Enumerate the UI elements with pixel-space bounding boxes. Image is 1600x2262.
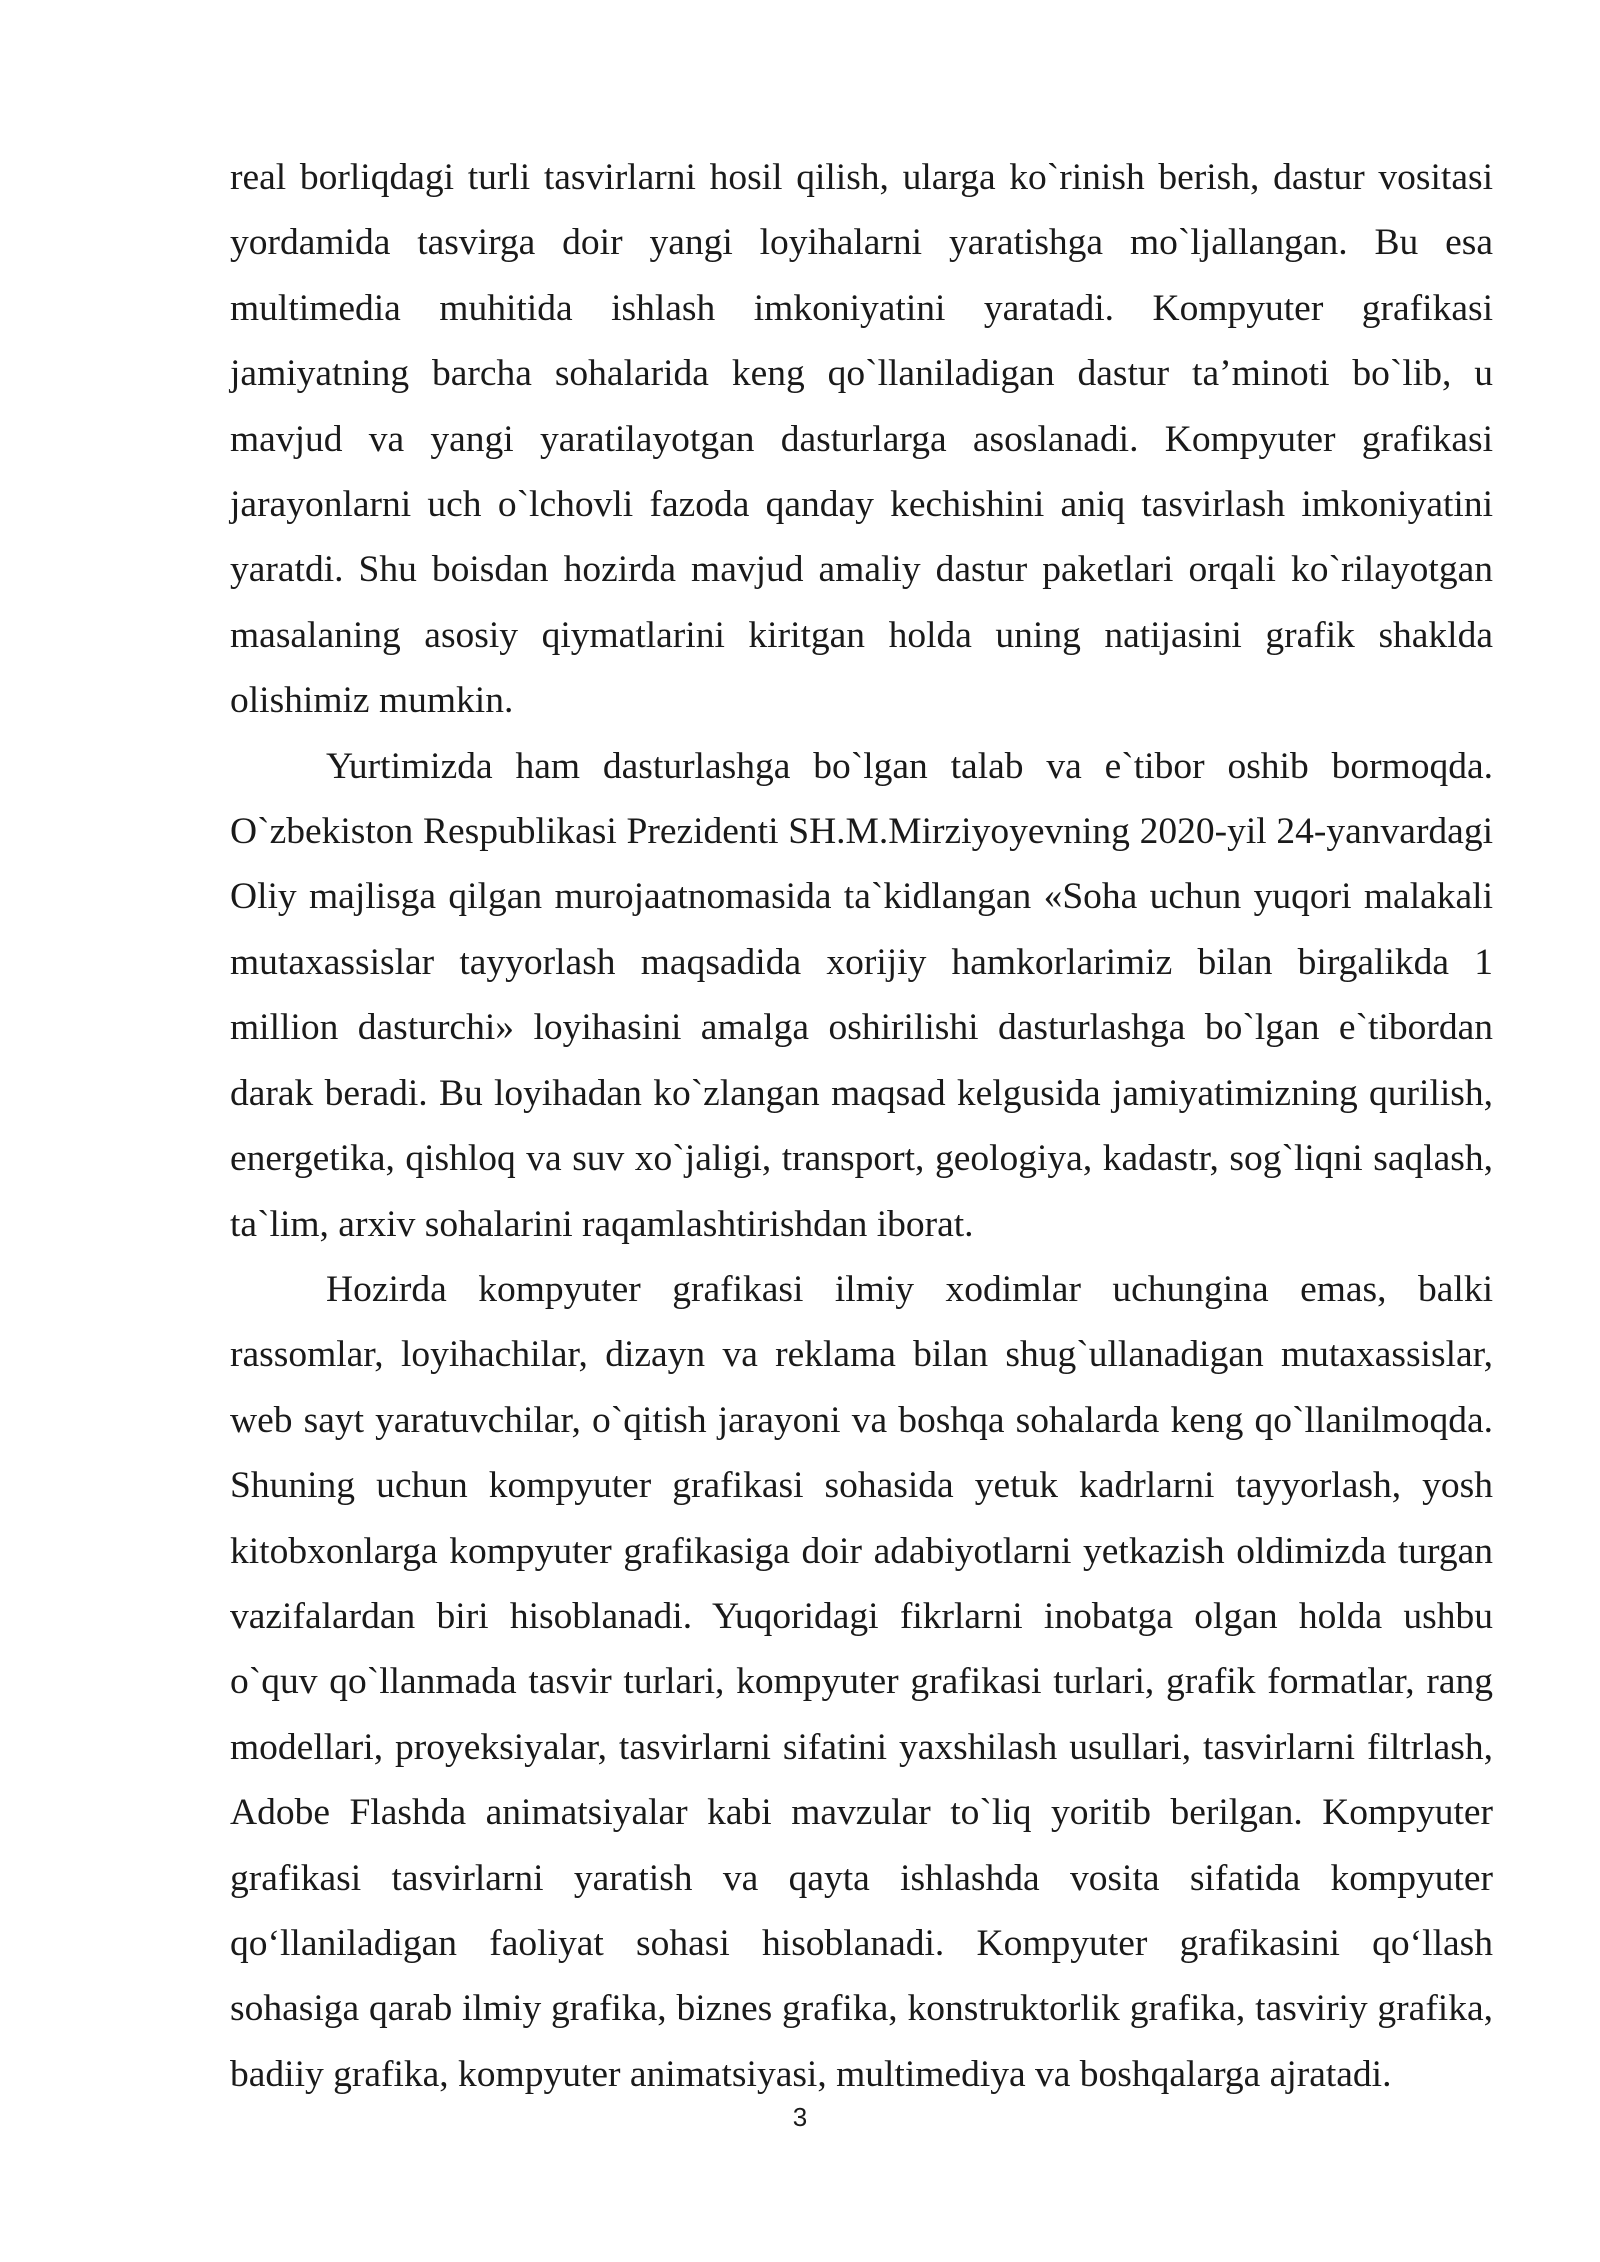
body-text — [230, 145, 1493, 2107]
paragraph-continuation: real borliqdagi turli tasvirlarni hosil qilish, ularga ko`rinish berish, dastur vositasi yordamida tasvirga doir yangi loyihalarni yaratishga mo`ljallangan. Bu esa multimedia muhitida ishlash imkoniyatini yaratadi. Kompyuter grafikasi jamiyatning barcha sohalarida keng qo`llaniladigan dastur ta’minoti bo`lib, u mavjud va yangi yaratilayotgan dasturlarga asoslanadi. Kompyuter grafikasi jarayonlarni uch o`lchovli fazoda qanday kechishini aniq tasvirlash imkoniyatini yaratdi. Shu boisdan hozirda mavjud amaliy dastur paketlari orqali ko`rilayotgan masalaning asosiy qiymatlarini kiritgan holda uning natijasini grafik shaklda olishimiz mumkin. — [230, 157, 1493, 722]
paragraph-programming-demand: Yurtimizda ham dasturlashga bo`lgan talab va e`tibor oshib bormoqda. O`zbekiston Respublikasi Prezidenti SH.M.Mirziyoyevning 2020-yil 24-yanvardagi Oliy majlisga qilgan murojaatnomasida ta`kidlangan «Soha uchun yuqori malakali mutaxassislar tayyorlash maqsadida xorijiy hamkorlarimiz bilan birgalikda 1 million dasturchi» loyihasini amalga oshirilishi dasturlashga bo`lgan e`tibordan darak beradi. Bu loyihadan ko`zlangan maqsad kelgusida jamiyatimizning qurilish, energetika, qishloq va suv xo`jaligi, transport, geologiya, kadastr, sog`liqni saqlash, ta`lim, arxiv sohalarini raqamlashtirishdan iborat. — [230, 745, 1493, 1245]
paragraph-computer-graphics-uses: Hozirda kompyuter grafikasi ilmiy xodimlar uchungina emas, balki rassomlar, loyihachilar, dizayn va reklama bilan shug`ullanadigan mutaxassislar, web sayt yaratuvchilar, o`qitish jarayoni va boshqa sohalarda keng qo`llanilmoqda. Shuning uchun kompyuter grafikasi sohasida yetuk kadrlarni tayyorlash, yosh kitobxonlarga kompyuter grafikasiga doir adabiyotlarni yetkazish oldimizda turgan vazifalardan biri hisoblanadi. Yuqoridagi fikrlarni inobatga olgan holda ushbu o`quv qo`llanmada tasvir turlari, kompyuter grafikasi turlari, grafik formatlar, rang modellari, proyeksiyalar, tasvirlarni sifatini yaxshilash usullari, tasvirlarni filtrlash, Adobe Flashda animatsiyalar kabi mavzular to`liq yoritib berilgan. Kompyuter grafikasi tasvirlarni yaratish va qayta ishlashda vosita sifatida kompyuter qo‘llaniladigan faoliyat sohasi hisoblanadi. Kompyuter grafikasini qo‘llash sohasiga qarab ilmiy grafika, biznes grafika, konstruktorlik grafika, tasviriy grafika, badiiy grafika, kompyuter animatsiyasi, multimediya va boshqalarga ajratadi. — [230, 1268, 1493, 2095]
page-number: 3 — [792, 2102, 808, 2132]
